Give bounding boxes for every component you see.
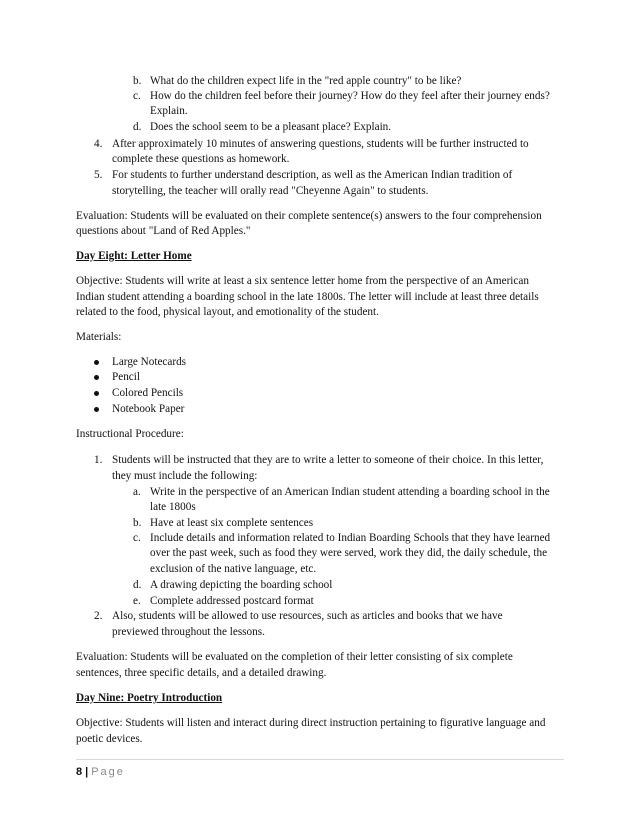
text-line: complete these questions as homework. [112, 153, 290, 165]
text-line: Instructional Procedure: [76, 428, 184, 440]
bullet-icon [94, 375, 99, 380]
list-marker: 4. [94, 138, 103, 150]
text-line: For students to further understand description, as well as the American Indian tradition of [112, 169, 513, 181]
bullet-icon [94, 391, 99, 396]
text-line: After approximately 10 minutes of answering questions, students will be further instructed to [112, 138, 529, 150]
text-line: poetic devices. [76, 733, 143, 745]
page-number: 8 [76, 766, 83, 778]
text-line: exclusion of the native language, etc. [150, 563, 317, 575]
section-heading: Day Eight: Letter Home [76, 250, 192, 262]
list-marker: 1. [94, 454, 103, 466]
text-line: sentences, three specific details, and a detailed drawing. [76, 667, 327, 679]
footer-page-label: Page [91, 766, 125, 778]
text-line: questions about "Land of Red Apples." [76, 225, 251, 237]
materials-list-item: Large Notecards [112, 356, 187, 368]
text-line: they must include the following: [112, 470, 258, 482]
text-line: A drawing depicting the boarding school [150, 579, 333, 591]
text-line: Write in the perspective of an American Indian student attending a boarding school in the [150, 486, 550, 498]
text-line: Objective: Students will write at least a six sentence letter home from the perspective of an American [76, 275, 529, 287]
materials-list-item: Colored Pencils [112, 387, 184, 399]
list-marker: c. [133, 90, 141, 102]
text-line: What do the children expect life in the "red apple country" to be like? [150, 75, 462, 87]
text-line: over the past week, such as food they were served, work they did, the daily schedule, the [150, 547, 548, 559]
text-line: Evaluation: Students will be evaluated on their complete sentence(s) answers to the four comprehension [76, 210, 542, 222]
text-line: Does the school seem to be a pleasant place? Explain. [150, 121, 392, 133]
list-marker: d. [133, 579, 142, 591]
text-line: Indian student attending a boarding school in the late 1800s. The letter will include at least three details [76, 291, 539, 303]
text-line: Materials: [76, 331, 122, 343]
list-marker: a. [133, 486, 141, 498]
text-line: Complete addressed postcard format [150, 595, 314, 607]
list-marker: 5. [94, 169, 103, 181]
text-line: Students will be instructed that they are to write a letter to someone of their choice. In this letter, [112, 454, 544, 466]
text-line: How do the children feel before their journey? How do they feel after their journey ends? [150, 90, 550, 102]
list-marker: c. [133, 532, 141, 544]
list-marker: 2. [94, 610, 103, 622]
list-marker: b. [133, 75, 142, 87]
text-line: Have at least six complete sentences [150, 517, 314, 529]
text-line: Objective: Students will listen and interact during direct instruction pertaining to figurative language and [76, 717, 546, 729]
text-line: related to the food, physical layout, and emotionality of the student. [76, 306, 379, 318]
list-marker: d. [133, 121, 142, 133]
materials-list-item: Notebook Paper [112, 403, 185, 415]
list-marker: b. [133, 517, 142, 529]
page-footer [76, 766, 125, 778]
bullet-icon [94, 360, 99, 365]
bullet-icon [94, 407, 99, 412]
list-marker: e. [133, 595, 141, 607]
text-line: Evaluation: Students will be evaluated on the completion of their letter consisting of six complete [76, 651, 513, 663]
text-line: previewed throughout the lessons. [112, 626, 265, 638]
section-heading: Day Nine: Poetry Introduction [76, 692, 223, 704]
text-line: storytelling, the teacher will orally read "Cheyenne Again" to students. [112, 185, 429, 197]
text-line: late 1800s [150, 501, 196, 513]
text-line: Explain. [150, 105, 188, 117]
materials-list-item: Pencil [112, 371, 140, 383]
footer-separator: | [85, 766, 89, 778]
text-line: Also, students will be allowed to use resources, such as articles and books that we have [112, 610, 503, 622]
footer-divider [76, 759, 564, 760]
text-line: Include details and information related to Indian Boarding Schools that they have learned [150, 532, 551, 544]
